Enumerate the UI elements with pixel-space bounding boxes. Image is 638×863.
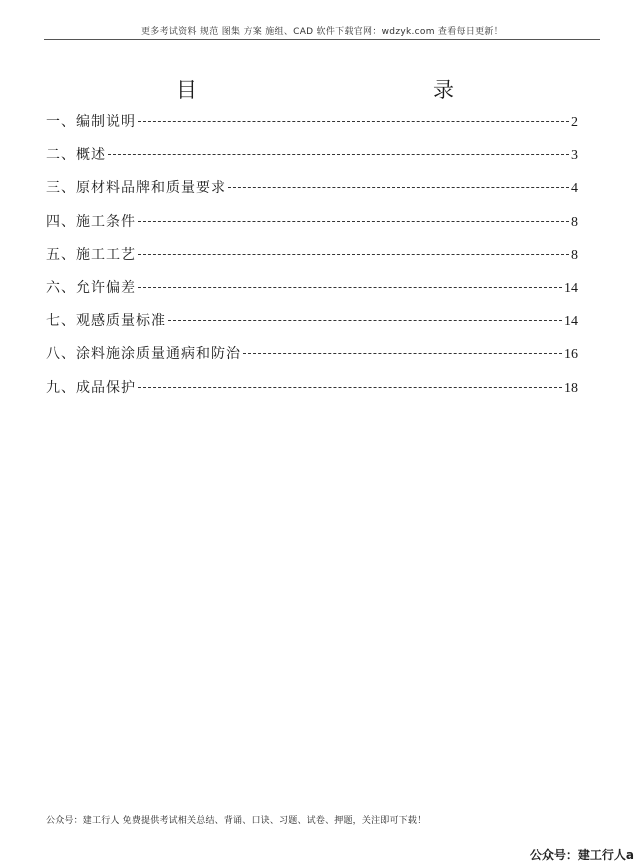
- toc-entry-label: 二、概述: [46, 147, 106, 164]
- toc-entry-label: 三、原材料品牌和质量要求: [46, 180, 226, 197]
- toc-dot-leader: [138, 254, 569, 255]
- toc-entry-label: 六、允许偏差: [46, 279, 136, 296]
- toc-entry-page: 3: [571, 148, 578, 164]
- toc-entry[interactable]: [46, 310, 578, 343]
- toc-dot-leader: [228, 187, 569, 188]
- toc-dot-leader: [243, 353, 562, 354]
- toc-entry[interactable]: [46, 244, 578, 277]
- footer-note: 公众号：建工行人 免费提供考试相关总结、背诵、口诀、习题、试卷、押题，关注即可下载！: [46, 816, 427, 826]
- toc-entry-page: 14: [564, 314, 578, 330]
- toc-entry-label: 八、涂料施涂质量通病和防治: [46, 346, 241, 363]
- header-note: 更多考试资料 规范 图集 方案 施组、CAD 软件下载官网：wdzyk.com 查看每日更新！: [140, 27, 504, 37]
- toc-title-left: 目: [176, 78, 197, 102]
- table-of-contents: [46, 111, 578, 410]
- toc-entry[interactable]: [46, 177, 578, 210]
- toc-entry-label: 四、施工条件: [46, 213, 136, 230]
- toc-entry-page: 8: [571, 247, 578, 263]
- toc-entry[interactable]: [46, 277, 578, 310]
- toc-dot-leader: [108, 154, 569, 155]
- toc-entry-label: 五、施工工艺: [46, 246, 136, 263]
- toc-entry-label: 九、成品保护: [46, 379, 136, 396]
- toc-entry-page: 4: [571, 181, 578, 197]
- toc-entry[interactable]: [46, 343, 578, 376]
- toc-entry-label: 七、观感质量标准: [46, 313, 166, 330]
- toc-dot-leader: [138, 121, 569, 122]
- toc-entry[interactable]: [46, 111, 578, 144]
- header-divider: [44, 39, 600, 40]
- toc-dot-leader: [138, 221, 569, 222]
- toc-entry[interactable]: [46, 377, 578, 410]
- toc-entry-label: 一、编制说明: [46, 114, 136, 130]
- toc-entry-page: 8: [571, 214, 578, 230]
- toc-dot-leader: [168, 320, 562, 321]
- toc-dot-leader: [138, 387, 562, 388]
- watermark-text: 公众号：建工行人a: [529, 848, 634, 862]
- toc-entry-page: 18: [564, 380, 578, 396]
- toc-entry-page: 14: [564, 280, 578, 296]
- toc-entry[interactable]: [46, 144, 578, 177]
- toc-entry-page: 16: [564, 347, 578, 363]
- toc-entry-page: 2: [571, 115, 578, 130]
- toc-title-right: 录: [433, 78, 454, 102]
- toc-entry[interactable]: [46, 211, 578, 244]
- toc-dot-leader: [138, 287, 562, 288]
